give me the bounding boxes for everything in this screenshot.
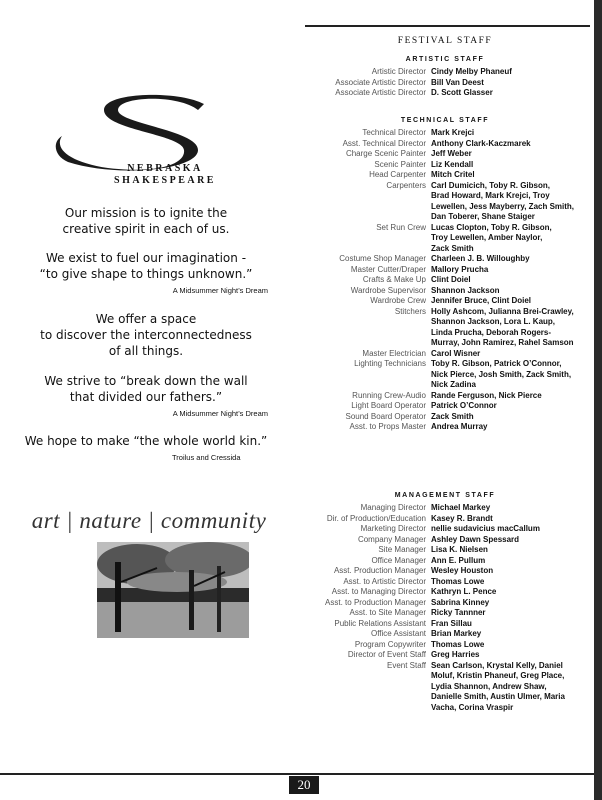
staff-row [300,703,592,714]
staff-row [300,202,592,213]
bottom-rule [0,773,594,775]
staff-names: Mark Krejci [431,128,475,137]
staff-row [300,370,592,381]
staff-names: Lisa K. Nielsen [431,545,488,554]
staff-names: Cindy Melby Phaneuf [431,67,512,76]
staff-names: Greg Harries [431,650,480,659]
staff-role [300,202,431,213]
artistic-staff-list [300,67,592,99]
staff-row [300,598,592,609]
staff-role: Charge Scenic Painter [345,149,426,158]
staff-row [300,577,592,588]
staff-role: Carpenters [386,180,426,190]
staff-names: Ashley Dawn Spessard [431,534,520,544]
top-rule [305,25,590,27]
staff-names: Kasey R. Brandt [431,513,493,523]
staff-role: Office Assistant [371,629,426,638]
staff-role [300,338,431,349]
staff-names: Anthony Clark-Kaczmarek [431,138,531,148]
staff-role [300,692,431,703]
staff-names: Patrick O’Connor [431,401,497,410]
staff-row [300,401,592,412]
staff-names: Wesley Houston [431,566,494,575]
staff-names: Mitch Critel [431,170,475,179]
staff-role: Director of Event Staff [347,650,426,659]
logo-line-1: NEBRASKA [127,163,203,174]
staff-role [300,212,431,223]
management-staff-list [300,503,592,713]
staff-names: Lydia Shannon, Andrew Shaw, [431,681,547,691]
staff-role [300,328,431,339]
staff-row [300,380,592,391]
staff-row [300,254,592,265]
mission-statement [0,205,292,237]
staff-row [300,67,592,78]
staff-role [300,671,431,682]
staff-role: Wardrobe Supervisor [350,285,426,295]
staff-role: Company Manager [357,534,426,544]
staff-role: Lighting Technicians [354,359,426,368]
staff-role: Asst. to Production Manager [325,597,426,607]
staff-names: Bill Van Deest [431,77,484,87]
staff-role: Artistic Director [371,67,426,76]
staff-row [300,349,592,360]
space-line-3: of all things. [108,344,184,358]
staff-row [300,244,592,255]
staff-role [300,191,431,202]
staff-names: Shannon Jackson, Lora L. Kaup, [431,317,556,326]
staff-names: Jennifer Bruce, Clint Doiel [431,296,532,305]
staff-names: Murray, John Ramirez, Rahel Samson [431,338,574,347]
staff-role: Master Electrician [362,348,426,358]
staff-role: Dir. of Production/Education [326,513,426,523]
staff-names: Charleen J. B. Willoughby [431,254,530,263]
festival-staff-title: FESTIVAL STAFF [397,36,493,46]
staff-row [300,545,592,556]
strive-line-1: We strive to “break down the wall [44,374,248,388]
staff-names: Kathryn L. Pence [431,587,497,596]
staff-names: Carl Dumicich, Toby R. Gibson, [431,180,550,190]
staff-role: Wardrobe Crew [370,296,426,305]
staff-role: Associate Artistic Director [335,77,426,87]
page-number: 20 [289,776,319,794]
staff-role: Asst. to Managing Director [331,587,426,596]
staff-row [300,338,592,349]
staff-row [300,619,592,630]
fuel-statement [0,250,292,295]
staff-names: Ann E. Pullum [431,555,486,565]
staff-row [300,412,592,423]
trees-photo [97,542,249,638]
staff-row [300,587,592,598]
staff-row [300,566,592,577]
staff-names: Rande Ferguson, Nick Pierce [431,390,542,400]
staff-names: Mallory Prucha [431,264,489,274]
staff-names: Zack Smith [431,243,474,253]
staff-role [300,244,431,255]
staff-row [300,191,592,202]
page-edge [594,0,602,800]
staff-names: Brad Howard, Mark Krejci, Troy [431,191,550,200]
staff-names: Carol Wisner [431,348,481,358]
staff-role [300,380,431,391]
staff-row [300,149,592,160]
staff-row [300,391,592,402]
staff-names: Zack Smith [431,411,474,421]
staff-row [300,307,592,318]
staff-role: Site Manager [378,545,426,554]
staff-row [300,296,592,307]
strive-statement [0,373,292,418]
technical-staff-heading: TECHNICAL STAFF [400,117,490,124]
fuel-citation: A Midsummer Night’s Dream [172,286,268,295]
staff-row [300,223,592,234]
staff-role: Technical Director [362,128,426,137]
staff-row [300,328,592,339]
staff-role: Program Copywriter [354,639,426,649]
staff-role: Light Board Operator [351,401,426,410]
hope-citation: Troilus and Cressida [172,453,241,462]
space-line-1: We offer a space [95,312,197,326]
staff-names: Nick Pierce, Josh Smith, Zack Smith, [431,369,572,379]
staff-names: nellie sudavicius macCallum [431,524,540,533]
space-statement [0,311,292,359]
staff-row [300,650,592,661]
staff-names: Linda Prucha, Deborah Rogers- [431,327,552,337]
staff-names: Ricky Tannner [431,608,486,617]
staff-role: Asst. to Artistic Director [343,576,426,586]
staff-names: Jeff Weber [431,149,472,158]
staff-names: Sean Carlson, Krystal Kelly, Daniel [431,660,563,670]
staff-names: Shannon Jackson [431,285,500,295]
staff-row [300,139,592,150]
logo-wordmark [110,163,220,187]
space-line-2: to discover the interconnectedness [40,328,252,342]
staff-row [300,212,592,223]
mission-text: Our mission is to ignite the creative spirit in each of us. [62,206,230,236]
staff-row [300,265,592,276]
staff-names: Thomas Lowe [431,639,485,649]
staff-names: Toby R. Gibson, Patrick O’Connor, [431,359,562,368]
staff-role: Master Cutter/Draper [350,264,426,274]
staff-role: Public Relations Assistant [334,618,426,628]
staff-row [300,275,592,286]
staff-names: Lucas Clopton, Toby R. Gibson, [431,222,552,232]
fuel-line-1: We exist to fuel our imagination - [45,251,247,265]
staff-names: Nick Zadina [431,380,476,389]
staff-row [300,286,592,297]
staff-row [300,640,592,651]
staff-role: Set Run Crew [376,222,426,232]
management-staff-heading: MANAGEMENT STAFF [394,492,496,499]
staff-role [300,233,431,244]
staff-role: Asst. Production Manager [333,566,426,575]
staff-names: Lewellen, Jess Mayberry, Zach Smith, [431,201,575,211]
staff-names: Troy Lewellen, Amber Naylor, [431,233,543,242]
staff-names: Vacha, Corina Vraspir [431,702,514,712]
staff-row [300,524,592,535]
staff-role: Scenic Painter [374,159,426,169]
logo-line-2: SHAKESPEARE [114,175,216,186]
staff-role: Asst. to Site Manager [349,608,426,617]
staff-row [300,233,592,244]
staff-role: Crafts & Make Up [362,275,426,284]
staff-role: Costume Shop Manager [339,254,426,263]
staff-row [300,359,592,370]
staff-names: Danielle Smith, Austin Ulmer, Maria [431,692,565,701]
fuel-line-2: “to give shape to things unknown.” [39,267,253,281]
staff-row [300,78,592,89]
staff-row [300,181,592,192]
staff-role: Sound Board Operator [345,411,426,421]
staff-names: Holly Ashcom, Julianna Brei-Crawley, [431,306,574,316]
staff-row [300,88,592,99]
staff-names: Fran Sillau [431,618,472,628]
staff-row [300,692,592,703]
staff-role: Managing Director [360,503,426,512]
staff-names: Thomas Lowe [431,576,485,586]
staff-role [300,682,431,693]
staff-row [300,629,592,640]
staff-names: Michael Markey [431,503,491,512]
staff-role [300,317,431,328]
staff-role: Associate Artistic Director [335,88,426,97]
staff-role: Running Crew-Audio [352,390,426,400]
staff-row [300,514,592,525]
staff-row [300,608,592,619]
staff-names: Andrea Murray [431,422,488,431]
strive-citation: A Midsummer Night’s Dream [172,409,268,418]
staff-names: Brian Markey [431,629,482,638]
staff-row [300,128,592,139]
staff-row [300,671,592,682]
artistic-staff-heading: ARTISTIC STAFF [405,56,485,63]
staff-row [300,503,592,514]
tagline: art | nature | community [31,508,267,533]
staff-role: Asst. Technical Director [342,138,426,148]
staff-row [300,535,592,546]
staff-names: D. Scott Glasser [431,88,493,97]
staff-names: Moluf, Kristin Phaneuf, Greg Place, [431,671,565,680]
staff-row [300,160,592,171]
staff-role: Head Carpenter [369,170,426,179]
staff-role [300,370,431,381]
strive-line-2: that divided our fathers.” [69,390,223,404]
hope-statement [0,433,292,462]
staff-row [300,317,592,328]
staff-names: Clint Doiel [431,275,471,284]
staff-role: Event Staff [387,660,426,670]
staff-names: Sabrina Kinney [431,597,490,607]
staff-row [300,422,592,433]
staff-row [300,661,592,672]
staff-row [300,170,592,181]
staff-names: Dan Toberer, Shane Staiger [431,212,535,221]
staff-role: Asst. to Props Master [349,422,426,431]
staff-role [300,703,431,714]
hope-line-1: We hope to make “the whole world kin.” [24,434,268,448]
technical-staff-list [300,128,592,433]
staff-role: Office Manager [371,555,426,565]
staff-names: Liz Kendall [431,159,474,169]
staff-role: Marketing Director [360,524,426,533]
staff-row [300,682,592,693]
staff-role: Stitchers [394,306,426,316]
staff-row [300,556,592,567]
